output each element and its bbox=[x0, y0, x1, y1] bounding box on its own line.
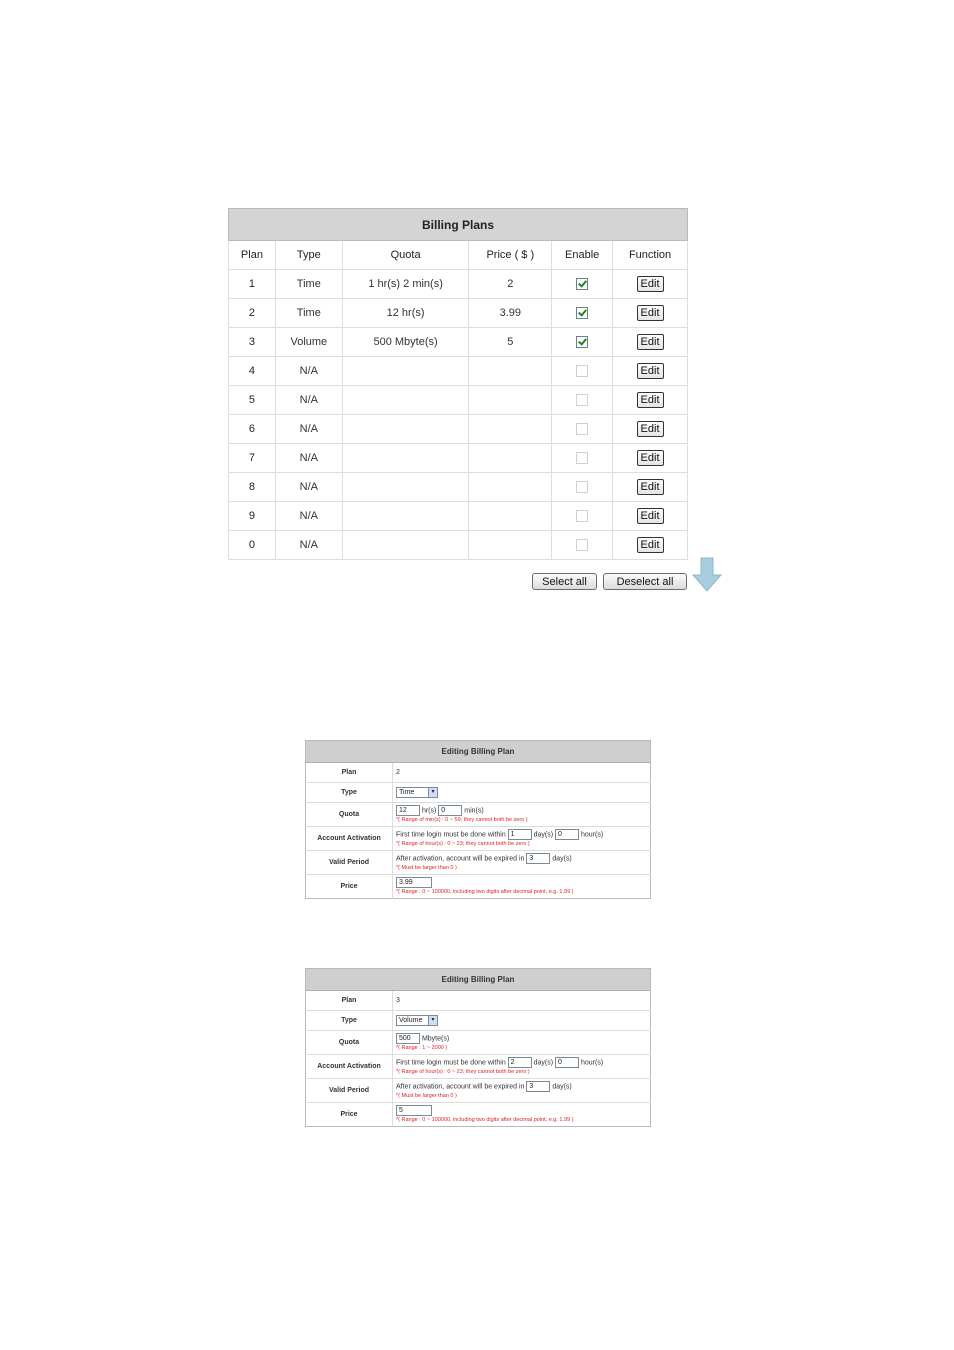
edit-button[interactable]: Edit bbox=[637, 392, 664, 408]
enable-checkbox[interactable] bbox=[576, 423, 588, 435]
plan-label: Plan bbox=[306, 763, 393, 783]
enable-checkbox[interactable] bbox=[576, 307, 588, 319]
plan-cell: 2 bbox=[229, 299, 276, 328]
function-cell bbox=[613, 328, 688, 357]
chevron-down-icon[interactable]: ▾ bbox=[428, 1016, 437, 1025]
quota-cell: 1 hr(s) 2 min(s) bbox=[342, 270, 469, 299]
type-cell: N/A bbox=[275, 444, 342, 473]
edit-billing-plan-form-time bbox=[305, 740, 651, 899]
enable-checkbox[interactable] bbox=[576, 510, 588, 522]
plan-cell: 4 bbox=[229, 357, 276, 386]
activation-text: First time login must be done within bbox=[396, 831, 506, 839]
edit-button[interactable]: Edit bbox=[637, 508, 664, 524]
column-header-enable: Enable bbox=[552, 241, 613, 270]
enable-checkbox[interactable] bbox=[576, 452, 588, 464]
table-row bbox=[229, 531, 688, 560]
price-hint: *( Range : 0 ~ 100000, including two digits after decimal point, e.g. 1.99 ) bbox=[396, 1116, 574, 1123]
account-activation-label: Account Activation bbox=[306, 827, 393, 851]
type-cell: N/A bbox=[275, 357, 342, 386]
type-select[interactable] bbox=[396, 787, 438, 798]
price-label: Price bbox=[306, 1103, 393, 1127]
table-header-row bbox=[229, 241, 688, 270]
quota-cell bbox=[342, 444, 469, 473]
price-label: Price bbox=[306, 875, 393, 899]
valid-period-label: Valid Period bbox=[306, 851, 393, 875]
quota-cell bbox=[342, 357, 469, 386]
price-cell bbox=[469, 444, 552, 473]
type-cell: N/A bbox=[275, 386, 342, 415]
column-header-price: Price ( $ ) bbox=[469, 241, 552, 270]
plan-label: Plan bbox=[306, 991, 393, 1011]
billing-plans-title: Billing Plans bbox=[229, 209, 688, 241]
enable-checkbox[interactable] bbox=[576, 481, 588, 493]
activation-hours-input[interactable]: 0 bbox=[555, 1057, 579, 1068]
type-cell: N/A bbox=[275, 415, 342, 444]
quota-cell bbox=[342, 415, 469, 444]
valid-period-label: Valid Period bbox=[306, 1079, 393, 1103]
enable-checkbox[interactable] bbox=[576, 539, 588, 551]
column-header-quota: Quota bbox=[342, 241, 469, 270]
plan-cell: 3 bbox=[229, 328, 276, 357]
activation-hours-unit: hour(s) bbox=[580, 831, 604, 839]
quota-cell bbox=[342, 473, 469, 502]
activation-hint: *( Range of hour(s) : 0 ~ 23; they cannot both be zero ) bbox=[396, 1068, 530, 1075]
table-row bbox=[229, 386, 688, 415]
type-label: Type bbox=[306, 783, 393, 803]
function-cell bbox=[613, 415, 688, 444]
quota-minutes-input[interactable]: 0 bbox=[438, 805, 462, 816]
table-row bbox=[229, 444, 688, 473]
enable-cell bbox=[552, 386, 613, 415]
quota-volume-unit: Mbyte(s) bbox=[421, 1035, 450, 1043]
table-row bbox=[229, 473, 688, 502]
function-cell bbox=[613, 357, 688, 386]
plan-cell: 9 bbox=[229, 502, 276, 531]
table-row bbox=[229, 357, 688, 386]
edit-button[interactable]: Edit bbox=[637, 305, 664, 321]
valid-period-hint: *( Must be larger than 0 ) bbox=[396, 864, 457, 871]
enable-checkbox[interactable] bbox=[576, 278, 588, 290]
activation-days-input[interactable]: 2 bbox=[508, 1057, 532, 1068]
valid-days-input[interactable]: 3 bbox=[526, 1081, 550, 1092]
price-hint: *( Range : 0 ~ 100000, including two digits after decimal point, e.g. 1.99 ) bbox=[396, 888, 574, 895]
enable-cell bbox=[552, 473, 613, 502]
edit-billing-plan-form-volume bbox=[305, 968, 651, 1127]
plan-cell: 8 bbox=[229, 473, 276, 502]
enable-cell bbox=[552, 444, 613, 473]
price-cell: 3.99 bbox=[469, 299, 552, 328]
quota-cell: 12 hr(s) bbox=[342, 299, 469, 328]
quota-label: Quota bbox=[306, 803, 393, 827]
column-header-function: Function bbox=[613, 241, 688, 270]
quota-cell: 500 Mbyte(s) bbox=[342, 328, 469, 357]
valid-period-hint: *( Must be larger than 0 ) bbox=[396, 1092, 457, 1099]
plan-cell: 1 bbox=[229, 270, 276, 299]
plan-value: 3 bbox=[396, 996, 400, 1004]
quota-cell bbox=[342, 531, 469, 560]
type-cell: N/A bbox=[275, 502, 342, 531]
valid-days-unit: day(s) bbox=[552, 855, 572, 863]
plan-cell: 7 bbox=[229, 444, 276, 473]
edit-button[interactable]: Edit bbox=[637, 479, 664, 495]
function-cell bbox=[613, 531, 688, 560]
activation-days-unit: day(s) bbox=[533, 831, 554, 839]
enable-checkbox[interactable] bbox=[576, 394, 588, 406]
plan-value: 2 bbox=[396, 768, 400, 776]
column-header-plan: Plan bbox=[229, 241, 276, 270]
type-cell: N/A bbox=[275, 473, 342, 502]
type-select-value: Volume bbox=[399, 1017, 423, 1024]
price-cell bbox=[469, 473, 552, 502]
activation-hours-input[interactable]: 0 bbox=[555, 829, 579, 840]
function-cell bbox=[613, 444, 688, 473]
billing-plans-table bbox=[228, 208, 688, 560]
type-cell: Time bbox=[275, 270, 342, 299]
valid-days-input[interactable]: 3 bbox=[526, 853, 550, 864]
quota-hint: *( Range of min(s) : 0 ~ 59; they cannot both be zero ) bbox=[396, 816, 528, 823]
enable-cell bbox=[552, 502, 613, 531]
table-row bbox=[229, 299, 688, 328]
quota-cell bbox=[342, 502, 469, 531]
table-row bbox=[229, 328, 688, 357]
activation-text: First time login must be done within bbox=[396, 1059, 506, 1067]
type-select[interactable] bbox=[396, 1015, 438, 1026]
account-activation-label: Account Activation bbox=[306, 1055, 393, 1079]
plan-cell: 5 bbox=[229, 386, 276, 415]
enable-cell bbox=[552, 415, 613, 444]
price-cell bbox=[469, 415, 552, 444]
type-cell: Time bbox=[275, 299, 342, 328]
price-cell: 2 bbox=[469, 270, 552, 299]
edit-form-title: Editing Billing Plan bbox=[306, 741, 651, 763]
select-all-button[interactable]: Select all bbox=[532, 573, 597, 590]
table-row bbox=[229, 502, 688, 531]
activation-days-input[interactable]: 1 bbox=[508, 829, 532, 840]
function-cell bbox=[613, 473, 688, 502]
price-cell: 5 bbox=[469, 328, 552, 357]
quota-cell bbox=[342, 386, 469, 415]
activation-hours-unit: hour(s) bbox=[580, 1059, 604, 1067]
edit-form-title: Editing Billing Plan bbox=[306, 969, 651, 991]
price-cell bbox=[469, 531, 552, 560]
column-header-type: Type bbox=[275, 241, 342, 270]
price-cell bbox=[469, 386, 552, 415]
plan-cell: 6 bbox=[229, 415, 276, 444]
price-cell bbox=[469, 502, 552, 531]
function-cell bbox=[613, 386, 688, 415]
function-cell bbox=[613, 299, 688, 328]
function-cell bbox=[613, 270, 688, 299]
table-row bbox=[229, 415, 688, 444]
chevron-down-icon[interactable]: ▾ bbox=[428, 788, 437, 797]
enable-cell bbox=[552, 357, 613, 386]
deselect-all-button[interactable]: Deselect all bbox=[603, 573, 687, 590]
edit-button[interactable]: Edit bbox=[637, 421, 664, 437]
edit-button[interactable]: Edit bbox=[637, 334, 664, 350]
quota-label: Quota bbox=[306, 1031, 393, 1055]
price-input[interactable]: 5 bbox=[396, 1105, 432, 1116]
price-input[interactable]: 3.99 bbox=[396, 877, 432, 888]
activation-days-unit: day(s) bbox=[533, 1059, 554, 1067]
price-cell bbox=[469, 357, 552, 386]
enable-cell bbox=[552, 270, 613, 299]
edit-button[interactable]: Edit bbox=[637, 450, 664, 466]
quota-volume-input[interactable]: 500 bbox=[396, 1033, 420, 1044]
function-cell bbox=[613, 502, 688, 531]
enable-cell bbox=[552, 299, 613, 328]
quota-minutes-unit: min(s) bbox=[464, 807, 484, 815]
activation-hint: *( Range of hour(s) : 0 ~ 23; they cannot both be zero ) bbox=[396, 840, 530, 847]
enable-cell bbox=[552, 531, 613, 560]
enable-checkbox[interactable] bbox=[576, 336, 588, 348]
table-row bbox=[229, 270, 688, 299]
valid-period-text: After activation, account will be expired in bbox=[396, 1083, 525, 1091]
edit-button[interactable]: Edit bbox=[637, 537, 664, 553]
quota-hours-input[interactable]: 12 bbox=[396, 805, 420, 816]
enable-cell bbox=[552, 328, 613, 357]
valid-days-unit: day(s) bbox=[552, 1083, 572, 1091]
quota-hours-unit: hr(s) bbox=[421, 807, 437, 815]
edit-button[interactable]: Edit bbox=[637, 363, 664, 379]
type-cell: N/A bbox=[275, 531, 342, 560]
type-cell: Volume bbox=[275, 328, 342, 357]
type-select-value: Time bbox=[399, 789, 415, 796]
quota-hint: *( Range : 1 ~ 2000 ) bbox=[396, 1044, 448, 1051]
valid-period-text: After activation, account will be expired in bbox=[396, 855, 525, 863]
edit-button[interactable]: Edit bbox=[637, 276, 664, 292]
arrow-down-icon bbox=[692, 557, 722, 593]
enable-checkbox[interactable] bbox=[576, 365, 588, 377]
type-label: Type bbox=[306, 1011, 393, 1031]
plan-cell: 0 bbox=[229, 531, 276, 560]
